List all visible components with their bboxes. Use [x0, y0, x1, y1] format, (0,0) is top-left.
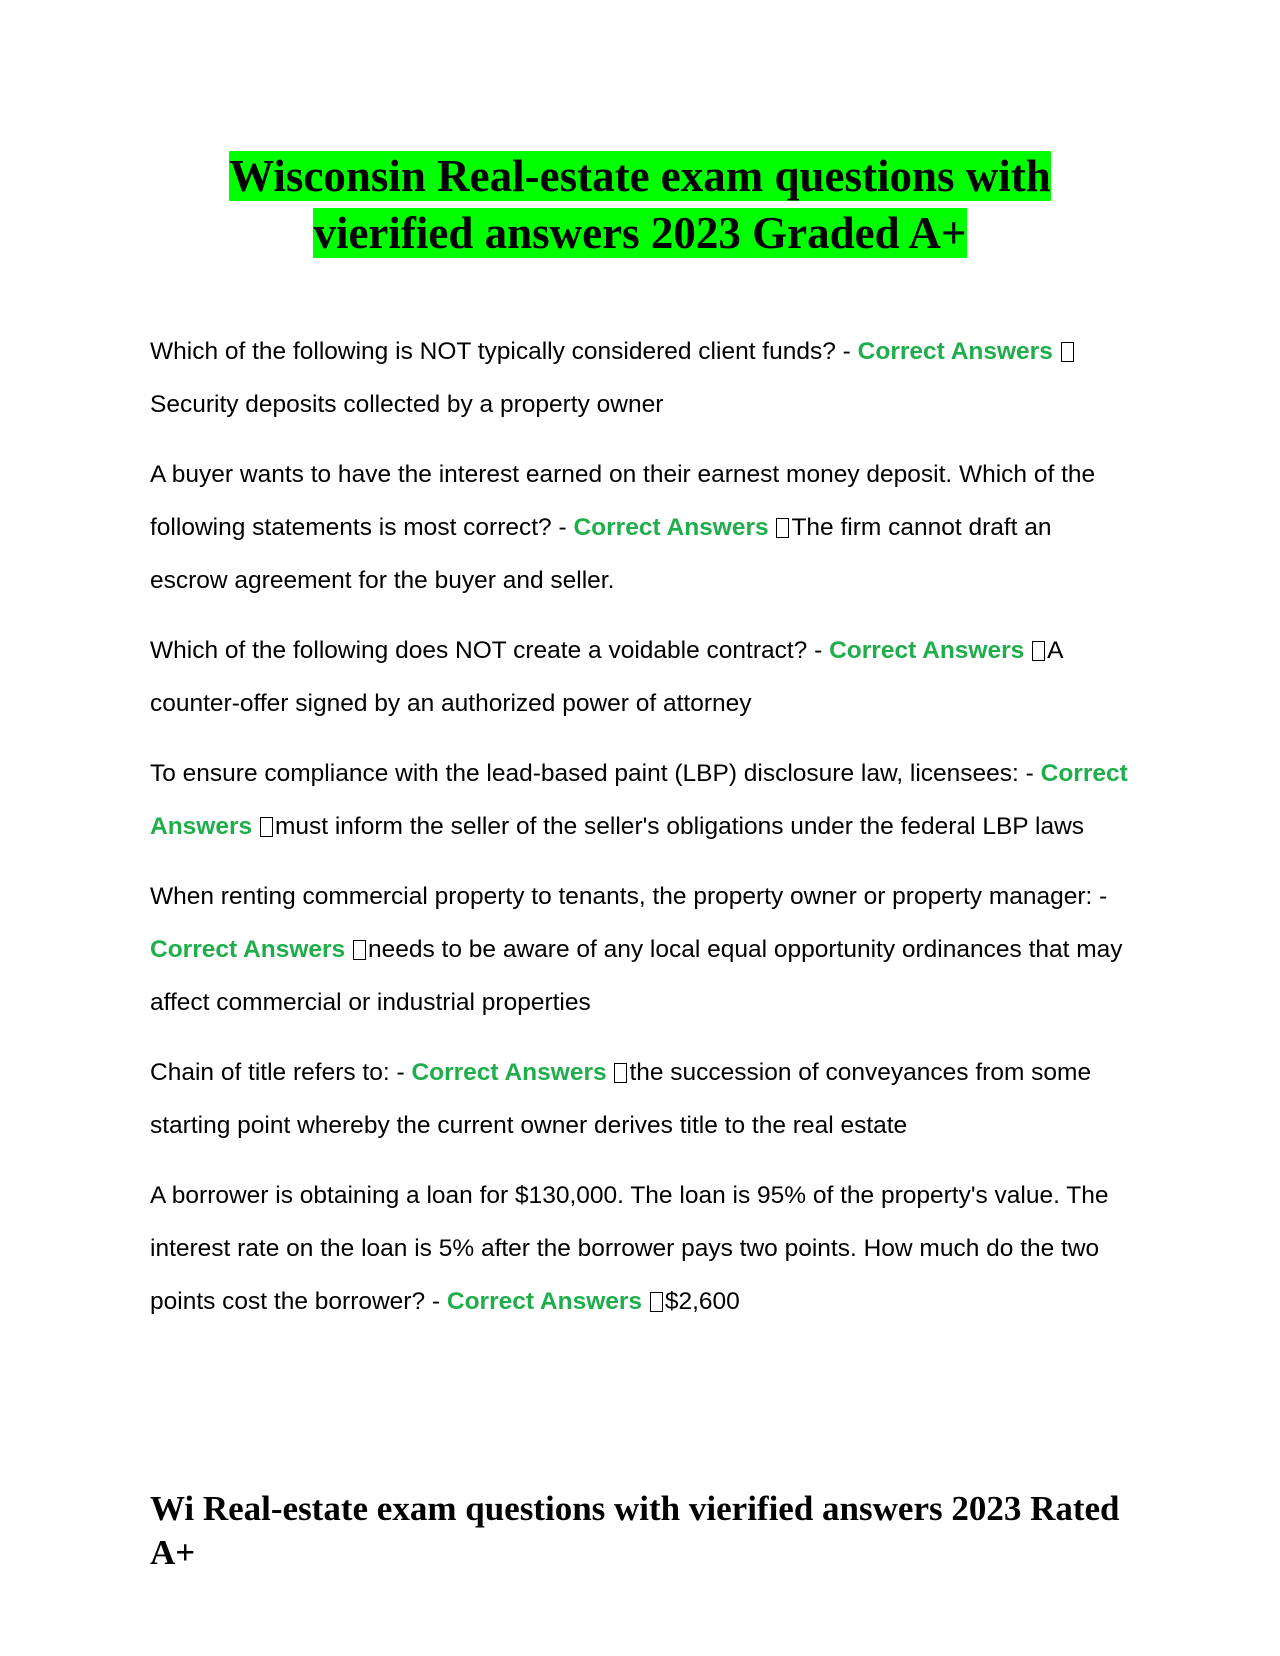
correct-answers-label: Correct Answers — [150, 760, 1128, 840]
separator: - — [807, 637, 830, 664]
question-text: A borrower is obtaining a loan for $130,000. The loan is 95% of the property's value. The interest rate on the loan is 5% after the borrower pays two points. How much do the two points cost the borrower? — [150, 1182, 1109, 1315]
answer-text: Security deposits collected by a property owner — [150, 391, 664, 418]
answer-text: The firm cannot draft an escrow agreement for the buyer and seller. — [150, 514, 1052, 594]
qa-item — [150, 624, 1135, 730]
missing-glyph-box-icon — [353, 940, 366, 960]
question-text: Which of the following is NOT typically considered client funds? — [150, 338, 836, 365]
correct-answers-label: Correct Answers — [411, 1059, 607, 1086]
answer-text: $2,600 — [664, 1288, 740, 1315]
section-subtitle: Wi Real-estate exam questions with vierified answers 2023 Rated A+ — [150, 1489, 1120, 1572]
title-highlight: Wisconsin Real-estate exam questions with vierified answers 2023 Graded A+ — [229, 151, 1051, 258]
missing-glyph-box-icon — [614, 1063, 627, 1083]
answer-text: must inform the seller of the seller's obligations under the federal LBP laws — [274, 813, 1085, 840]
question-text: Which of the following does NOT create a voidable contract? — [150, 637, 808, 664]
correct-answers-label: Correct Answers — [573, 514, 769, 541]
qa-item — [150, 747, 1135, 853]
answer-text: A counter-offer signed by an authorized power of attorney — [150, 637, 1063, 717]
qa-item — [150, 870, 1135, 1029]
correct-answers-label: Correct Answers — [446, 1288, 643, 1315]
missing-glyph-box-icon — [776, 518, 789, 538]
missing-glyph-box-icon — [650, 1292, 663, 1312]
correct-answers-label: Correct Answers — [150, 936, 346, 963]
separator: - — [835, 338, 858, 365]
separator: - — [1018, 760, 1041, 787]
page-title — [150, 148, 1130, 262]
correct-answers-label: Correct Answers — [829, 637, 1025, 664]
correct-answers-label: Correct Answers — [857, 338, 1053, 365]
answer-text: the succession of conveyances from some starting point whereby the current owner derives title to the real estate — [150, 1059, 1092, 1139]
separator: - — [389, 1059, 412, 1086]
missing-glyph-box-icon — [1032, 641, 1045, 661]
missing-glyph-box-icon — [1061, 342, 1074, 362]
separator: - — [425, 1288, 447, 1315]
qa-list — [150, 325, 1135, 1345]
question-text: To ensure compliance with the lead-based paint (LBP) disclosure law, licensees: — [150, 760, 1019, 787]
qa-item — [150, 1046, 1135, 1152]
question-text: When renting commercial property to tenants, the property owner or property manager: — [150, 883, 1093, 910]
qa-item — [150, 325, 1135, 431]
qa-item — [150, 448, 1135, 607]
missing-glyph-box-icon — [260, 817, 273, 837]
answer-text: needs to be aware of any local equal opportunity ordinances that may affect commercial or industrial properties — [150, 936, 1123, 1016]
separator: - — [551, 514, 574, 541]
question-text: Chain of title refers to: — [150, 1059, 390, 1086]
qa-item — [150, 1169, 1135, 1328]
question-text: A buyer wants to have the interest earned on their earnest money deposit. Which of the following statements is most correct? — [150, 461, 1096, 541]
separator: - — [1092, 883, 1108, 910]
